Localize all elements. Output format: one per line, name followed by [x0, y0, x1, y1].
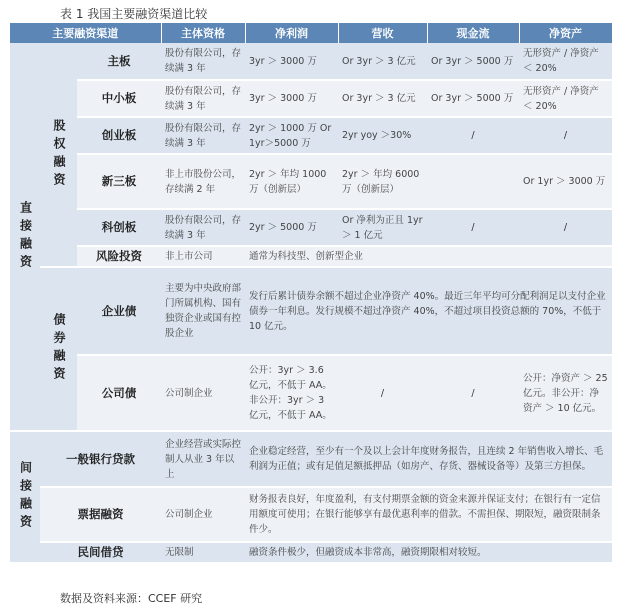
type-corporate-bond: 公司债: [77, 355, 161, 431]
cell-subject: 无限制: [161, 542, 245, 563]
cell-net-assets: 公开：净资产 ＞ 25 亿元。非公开：净资产 ＞ 10 亿元。: [519, 355, 612, 431]
cell-requirements: 企业稳定经营，至少有一个及以上会计年度财务报告，且连续 2 年销售收入增长、毛利润为正值；或有足值足额抵押品（如房产、存货、器械设备等）及第三方担保。: [245, 431, 612, 487]
cell-requirements: 通常为科技型、创新型企业: [245, 246, 612, 267]
cell-cashflow: /: [427, 209, 519, 246]
cell-net-assets: Or 1yr ＞ 3000 万: [519, 154, 612, 209]
table-caption: 表 1 我国主要融资渠道比较: [60, 7, 208, 21]
cell-profit: 3yr ＞ 3000 万: [245, 43, 338, 80]
header-channel: 主要融资渠道: [10, 23, 161, 43]
source-note: 数据及资料来源：CCEF 研究: [60, 592, 203, 605]
type-sme-board: 中小板: [77, 80, 161, 117]
cell-profit: 3yr ＞ 3000 万: [245, 80, 338, 117]
cell-revenue: 2yr ＞ 年均 6000 万（创新层）: [338, 154, 427, 209]
group-indirect: 间接融资: [10, 431, 40, 563]
cell-requirements: 融资条件极少，但融资成本非常高，融资期限相对较短。: [245, 542, 612, 563]
cell-cashflow: Or 3yr ＞ 5000 万: [427, 80, 519, 117]
cell-net-assets: /: [519, 117, 612, 154]
cell-subject: 股份有限公司，存续满 3 年: [161, 80, 245, 117]
cell-profit: 2yr ＞ 5000 万: [245, 209, 338, 246]
table-row: [10, 487, 612, 542]
cell-cashflow: Or 3yr ＞ 5000 万: [427, 43, 519, 80]
cell-revenue: /: [338, 355, 427, 431]
cell-net-assets: 无形资产 / 净资产 ＜ 20%: [519, 80, 612, 117]
cell-subject: 股份有限公司，存续满 3 年: [161, 43, 245, 80]
group-direct: 直接融资: [10, 43, 40, 431]
header-revenue: 营收: [338, 23, 427, 43]
cell-cashflow: /: [427, 117, 519, 154]
cell-subject: 非上市公司: [161, 246, 245, 267]
type-private-lending: 民间借贷: [40, 542, 161, 563]
type-venture-capital: 风险投资: [77, 246, 161, 267]
table-row: [10, 267, 612, 355]
table-row: [10, 355, 612, 431]
cell-cashflow: /: [427, 355, 519, 431]
cell-subject: 公司制企业: [161, 487, 245, 542]
cell-net-assets: /: [519, 209, 612, 246]
header-cashflow: 现金流: [427, 23, 519, 43]
header-subject: 主体资格: [161, 23, 245, 43]
header-net-assets: 净资产: [519, 23, 612, 43]
table-row: [10, 431, 612, 487]
financing-channels-table: [10, 23, 613, 564]
header-profit: 净利润: [245, 23, 338, 43]
cell-requirements: 财务报表良好，年度盈利，有支付期票金额的资金来源并保证支付；在银行有一定信用额度可使用；在银行能够享有最优惠利率的借款。不需担保、期限短，融资限制条件少。: [245, 487, 612, 542]
cell-requirements: 发行后累计债券余额不超过企业净资产 40%。最近三年平均可分配利润足以支付企业债券一年利息。发行规模不超过净资产 40%，不超过项目投资总额的 70%，不低于 10 亿元。: [245, 267, 612, 355]
cell-profit: 2yr ＞ 1000 万 Or 1yr＞5000 万: [245, 117, 338, 154]
cell-net-assets: 无形资产 / 净资产 ＜ 20%: [519, 43, 612, 80]
type-enterprise-bond: 企业债: [77, 267, 161, 355]
type-gem-board: 创业板: [77, 117, 161, 154]
cell-subject: 股份有限公司，存续满 3 年: [161, 209, 245, 246]
table-row: [10, 542, 612, 563]
type-bank-loan: 一般银行贷款: [40, 431, 161, 487]
cell-profit: 2yr ＞ 年均 1000 万（创新层）: [245, 154, 338, 209]
cell-revenue: Or 3yr ＞ 3 亿元: [338, 43, 427, 80]
table-row: [10, 246, 612, 267]
group-debt: 债券融资: [40, 267, 77, 431]
type-neeq: 新三板: [77, 154, 161, 209]
table-row: [10, 117, 612, 154]
cell-subject: 股份有限公司，存续满 3 年: [161, 117, 245, 154]
cell-subject: 非上市股份公司，存续满 2 年: [161, 154, 245, 209]
type-star-market: 科创板: [77, 209, 161, 246]
cell-subject: 公司制企业: [161, 355, 245, 431]
cell-revenue: 2yr yoy ＞30%: [338, 117, 427, 154]
cell-cashflow: [427, 154, 519, 209]
cell-revenue: Or 3yr ＞ 3 亿元: [338, 80, 427, 117]
cell-revenue: Or 净利为正且 1yr ＞ 1 亿元: [338, 209, 427, 246]
header-row: [10, 23, 612, 43]
type-bill-financing: 票据融资: [40, 487, 161, 542]
table-row: [10, 43, 612, 80]
table-row: [10, 154, 612, 209]
table-row: [10, 80, 612, 117]
cell-profit: 公开：3yr ＞ 3.6 亿元，不低于 AA。非公开：3yr ＞ 3 亿元，不低于 AA。: [245, 355, 338, 431]
type-main-board: 主板: [77, 43, 161, 80]
table-row: [10, 209, 612, 246]
group-equity: 股权融资: [40, 43, 77, 267]
cell-subject: 企业经营或实际控制人从业 3 年以上: [161, 431, 245, 487]
cell-subject: 主要为中央政府部门所属机构、国有独资企业或国有控股企业: [161, 267, 245, 355]
